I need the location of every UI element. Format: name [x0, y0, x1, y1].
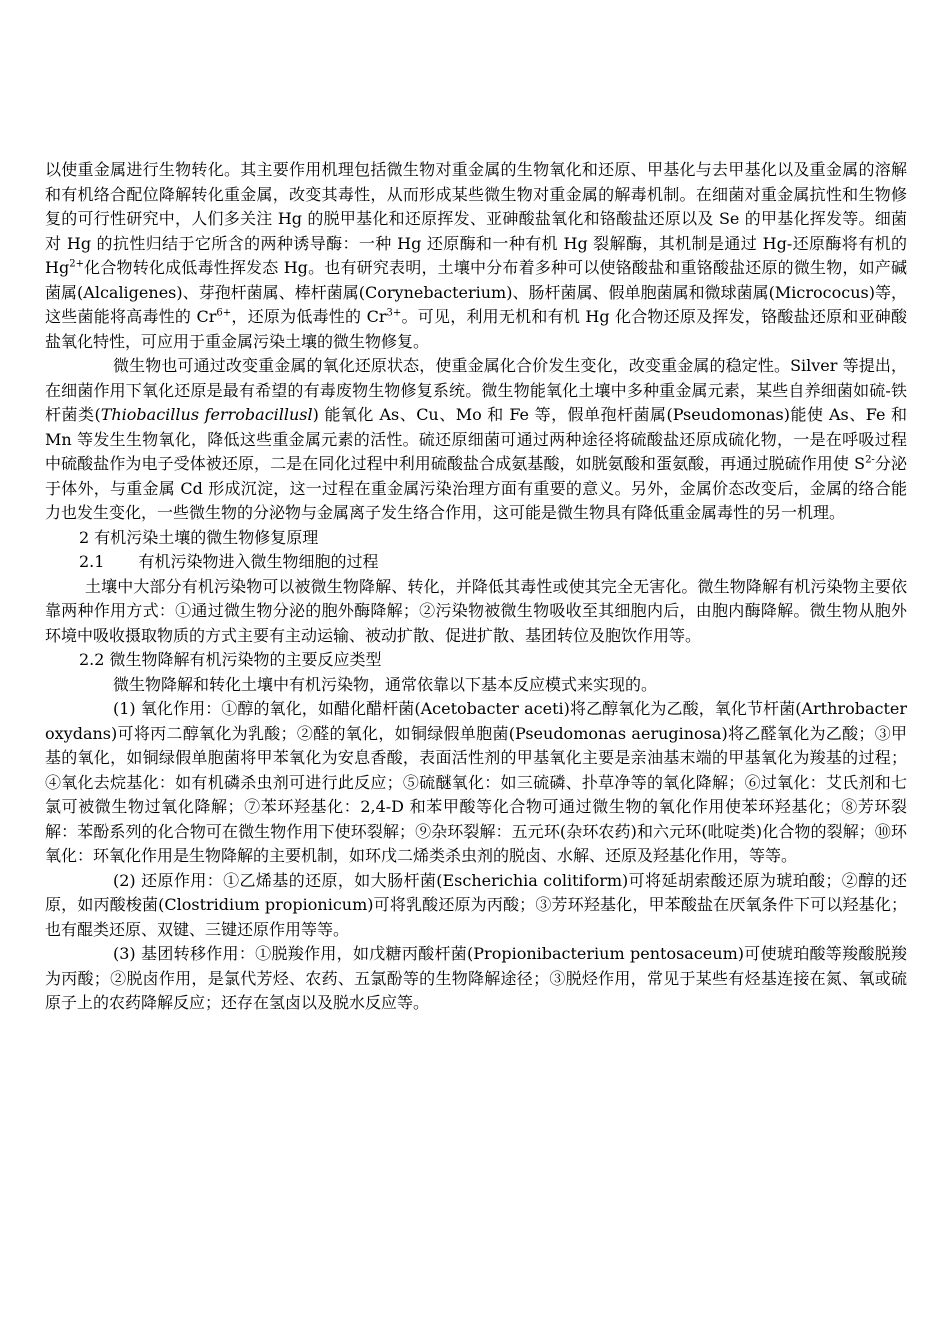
- superscript: 2-: [865, 454, 875, 466]
- text: 。可见，利用无机和有机 Hg 化合物还原及挥发，铬酸盐还原和亚砷酸盐氧化特性，可应用于重金属污染土壤的微生物修复。: [45, 307, 908, 351]
- text: ) 能氧化 As、Cu、Mo 和 Fe 等，假单孢杆菌属(Pseudomonas)能使 As、Fe 和 Mn 等发生生物氧化，降低这些重金属元素的活性。硫还原细菌可通过两种途径将硫酸盐还原成硫化物，一是在呼吸过程中硫酸盐作为电子受体被还原，二是在同化过程中利用硫酸盐合成氨基酸，如胱氨酸和蛋氨酸，再通过脱硫作用使 S: [45, 405, 907, 473]
- paragraph-reduction: (2) 还原作用：①乙烯基的还原，如大肠杆菌(Escherichia colitiform)可将延胡索酸还原为琥珀酸；②醇的还原，如丙酸梭菌(Clostridium propionicum)可将乳酸还原为丙酸；③芳环羟基化，甲苯酸盐在厌氧条件下可以羟基化；也有醌类还原、双键、三键还原作用等等。: [45, 870, 907, 939]
- document-page: [45, 158, 907, 1016]
- text: 分泌于体外，与重金属 Cd 形成沉淀，这一过程在重金属污染治理方面有重要的意义。另外，金属价态改变后，金属的络合能力也发生变化，一些微生物的分泌物与金属离子发生络合作用，这可能是微生物具有降低重金属毒性的另一机理。: [45, 454, 907, 522]
- italic-species-name: Thiobacillus ferrobacillusl: [100, 405, 313, 424]
- section-heading-2: 2 有机污染土壤的微生物修复原理: [79, 527, 319, 547]
- paragraph-group-transfer: (3) 基团转移作用：①脱羧作用，如戊糖丙酸杆菌(Propionibacterium pentosaceum)可使琥珀酸等羧酸脱羧为丙酸；②脱卤作用，是氯代芳烃、农药、五氯酚等的生物降解途径；③脱烃作用，常见于某些有烃基连接在氮、氧或硫原子上的农药降解反应；还存在氢卤以及脱水反应等。: [45, 944, 907, 1012]
- paragraph-organic-uptake: [45, 575, 907, 649]
- text: ，还原为低毒性的 Cr: [231, 307, 387, 326]
- section-number: 2.1: [79, 552, 105, 571]
- section-title: 有机污染物进入微生物细胞的过程: [138, 552, 379, 571]
- text: 化合物转化成低毒性挥发态 Hg。也有研究表明，土壤中分布着多种可以使铬酸盐和重铬酸盐还原的微生物，如产碱菌属(Alcaligenes)、芽孢杆菌属、棒杆菌属(Corynebacterium)、肠杆菌属、假单胞菌属和微球菌属(Micrococus)等，这些菌能将高毒性的 Cr: [45, 258, 907, 326]
- section-heading-2-2: 2.2 微生物降解有机污染物的主要反应类型: [79, 650, 382, 669]
- text: 土壤中大部分有机污染物可以被微生物降解、转化，并降低其毒性或使其完全无害化。微生物降解有机污染物主要依靠两种作用方式：①通过微生物分泌的胞外酶降解；②污染物被微生物吸收至其细胞内后，由胞内酶降解。微生物从胞外环境中吸收摄取物质的方式主要有主动运输、被动扩散、促进扩散、基团转位及胞饮作用等。: [45, 576, 907, 645]
- text: 以使重金属进行生物转化。其主要作用机理包括微生物对重金属的生物氧化和还原、甲基化与去甲基化以及重金属的溶解和有机络合配位降解转化重金属，改变其毒性，从而形成某些微生物对重金属的解毒机制。在细菌对重金属抗性和生物修复的可行性研究中，人们多关注 Hg 的脱甲基化和还原挥发、亚砷酸盐氧化和铬酸盐还原以及 Se 的甲基化挥发等。细菌对 Hg 的抗性归结于它所含的两种诱导酶：一种 Hg 还原酶和一种有机 Hg 裂解酶，其机制是通过 Hg-还原酶将有机的 Hg: [45, 160, 907, 277]
- paragraph-redox-state: [45, 354, 907, 526]
- superscript: 3+: [386, 307, 402, 319]
- text: 微生物也可通过改变重金属的氧化还原状态，使重金属化合价发生变化，改变重金属的稳定性。Silver 等提出，在细菌作用下氧化还原是最有希望的有毒废物生物修复系统。微生物能氧化土壤中多种重金属元素，某些自养细菌如硫-铁杆菌类(: [45, 356, 907, 424]
- paragraph-heavy-metal-transformation: [45, 158, 907, 354]
- paragraph-reaction-intro: 微生物降解和转化土壤中有机污染物，通常依靠以下基本反应模式来实现的。: [113, 674, 658, 694]
- section-heading-2-1: [45, 550, 907, 575]
- paragraph-oxidation: (1) 氧化作用：①醇的氧化，如醋化醋杆菌(Acetobacter aceti)将乙醇氧化为乙酸，氧化节杆菌(Arthrobacter oxydans)可将丙二醇氧化为乳酸；②醛的氧化，如铜绿假单胞菌(Pseudomonas aeruginosa)将乙醛氧化为乙酸；③甲基的氧化，如铜绿假单胞菌将甲苯氧化为安息香酸，表面活性剂的甲基氧化主要是亲油基末端的甲基氧化为羧基的过程；④氧化去烷基化：如有机磷杀虫剂可进行此反应；⑤硫醚氧化：如三硫磷、扑草净等的氧化降解；⑥过氧化：艾氏剂和七氯可被微生物过氧化降解；⑦苯环羟基化：2,4-D 和苯甲酸等化合物可通过微生物的氧化作用使苯环羟基化；⑧芳环裂解：苯酚系列的化合物可在微生物作用下使环裂解；⑨杂环裂解：五元环(杂环农药)和六元环(吡啶类)化合物的裂解；⑩环氧化：环氧化作用是生物降解的主要机制，如环戊二烯类杀虫剂的脱卤、水解、还原及羟基化作用，等等。: [45, 699, 907, 865]
- superscript: 6+: [216, 307, 232, 319]
- superscript: 2+: [69, 258, 84, 270]
